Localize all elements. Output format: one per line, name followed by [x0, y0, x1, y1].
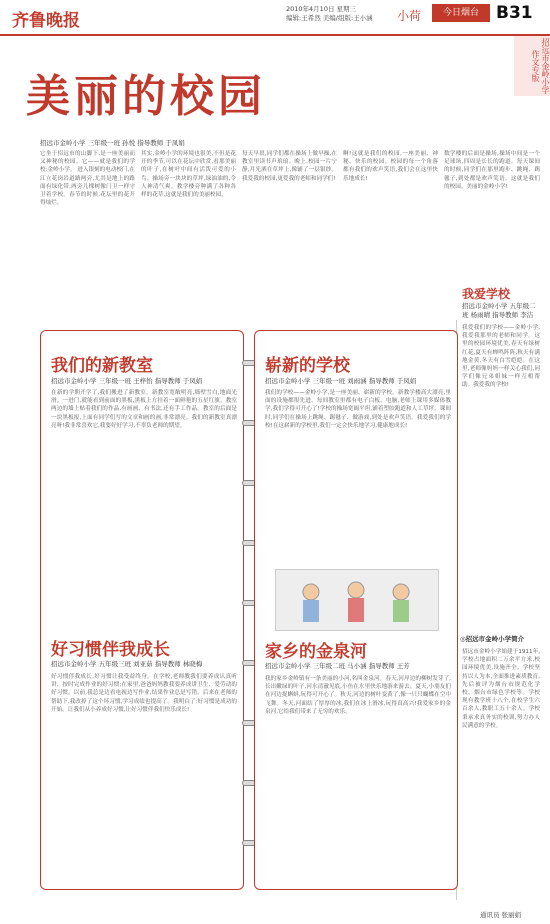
article-title-hometown: 家乡的金泉河	[265, 642, 367, 662]
article-title-classroom: 我们的新教室	[51, 356, 153, 376]
notebook-frame	[40, 330, 458, 888]
article-text-classroom: 在新的学期开学了,我们搬进了新教室。新教室宽敞明亮,墙壁雪白,地面光滑。一进门,就能看到前面的黑板,黑板上方挂着一面鲜艳的五星红旗。教室两边的墙上贴着我们的作品,有画画、有书法,还有手工作品。教室的后面是一块黑板报,上面有同学们写的文章和画的画,非常漂亮。我们的新教室真漂亮呀!我非常喜欢它,我要好好学习,不辜负老师的期望。	[51, 390, 237, 429]
article-text-school: 我们的学校——金岭小学,是一座美丽、崭新的学校。新教学楼高大漂亮,里面的设施都很先进。每间教室里都有电子白板、电脑,老师上课用多媒体教学,我们学得可开心了!学校的操场宽阔平坦,铺着塑胶跑道和人工草坪。课间时,同学们在操场上跳绳、踢毽子、做游戏,到处是欢声笑语。我爱我们的学校!在这崭新的学校里,我们一定会快乐地学习,健康地成长!	[265, 390, 451, 429]
article-text-habits: 好习惯伴我成长,好习惯让我受益终身。在学校,老师教我们要养成认真听讲、按时完成作业的好习惯;在家里,爸爸妈妈教我要养成讲卫生、爱劳动的好习惯。以前,我总是边看电视边写作业,结果作业总是写错。后来在老师的帮助下,我改掉了这个坏习惯,学习成绩也提高了。我明白了:好习惯是成功的开始。让我们从小养成好习惯,让好习惯伴我们快乐成长!	[51, 674, 237, 713]
article-title-habits: 好习惯伴我成长	[51, 640, 170, 660]
article-text-hometown: 我的家乡金岭镇有一条美丽的小河,名叫金泉河。春天,河岸边的柳树发芽了,长出嫩绿的叶子,河水清澈见底,小鱼在水里快乐地游来游去。夏天,小朋友们在河边捉蝌蚪,玩得可开心了。秋天,河边的树叶变黄了,像一只只蝴蝶在空中飞舞。冬天,河面结了厚厚的冰,我们在冰上滑冰,玩得真高兴!我爱家乡的金泉河,它给我们带来了无穷的欢乐。	[265, 676, 451, 715]
corner-tag: 招远市金岭小学作文专版	[514, 36, 550, 96]
issue-date: 2010年4月10日 星期三	[286, 5, 357, 13]
newspaper-logo: 齐鲁晚报	[12, 11, 80, 31]
school-intro-title: ◎招远市金岭小学简介	[460, 635, 525, 643]
side-article-title: 我爱学校	[462, 287, 511, 301]
main-byline: 招远市金岭小学 三年级一班 孙悦 指导教师 于凤娟	[40, 139, 185, 147]
notebook-right-page	[254, 330, 458, 890]
notebook-spine	[242, 340, 254, 880]
page-number: B31	[496, 3, 533, 23]
main-article-col3: 每天早晨,同学们都在操场上做早操,在教室里读书声琅琅。晚上,校园一片宁静,月光洒在草坪上,像铺了一层银纱。我爱我的校园,更爱我的老师和同学们!	[242, 151, 337, 182]
side-article-byline: 招远市金岭小学 五年级二班 杨雨晴 指导教师 李洁	[462, 302, 536, 319]
right-column-text: 数学楼的后面是操场,操场中间是一个足球场,四周是长长的跑道。每天课间的时候,同学们在那里跑步、跳绳、踢毽子,到处都是欢声笑语。这就是我们的校园。美丽的金岭小学!	[444, 151, 540, 190]
article-byline-classroom: 招远市金岭小学 三年级一班 王梓怡 指导教师 于凤娟	[51, 377, 203, 385]
notebook-left-page	[40, 330, 244, 890]
school-intro-text: 招远市金岭小学始建于1911年,学校占地面积二万余平方米,校园环境优美,设施齐全。学校坚持以人为本,全面推进素质教育,先后被评为烟台市规范化学校、烟台市绿色学校等。学校现有教学班十八个,在校学生六百余人,教职工五十余人。学校秉承求真务实的校训,努力办人民满意的学校。	[462, 649, 540, 729]
header-meta	[286, 5, 398, 23]
page-title: 美丽的校园	[26, 71, 266, 122]
main-article-col2: 其实,金岭小学的环境也很美,不但是花开的季节,可以在花坛中欣赏,看那美丽的叶子,在树叶中间有活泼可爱的小鸟。操场旁一块块的草坪,绿油油的,令人神清气爽。教学楼旁种满了各种各样的花草,这就是我们的美丽校园。	[141, 151, 236, 199]
section-name: 小荷	[397, 9, 422, 23]
section-label: 今日烟台	[432, 4, 490, 22]
children-illustration	[276, 570, 438, 630]
article-title-school: 崭新的学校	[265, 356, 350, 376]
illustration-children	[275, 569, 439, 631]
article-byline-school: 招远市金岭小学 三年级一班 刘雨涵 指导教师 于凤娟	[265, 377, 417, 385]
side-article-text: 我爱我们的学校——金岭小学,我爱我那里的老师和同学。这里的校园环境优美,春天有绿树红花,夏天有蝉鸣阵阵,秋天有满地金黄,冬天有白雪皑皑。在这里,老师像妈妈一样关心我们,同学们像兄弟姐妹一样互相帮助。我爱我的学校!	[462, 325, 540, 389]
article-byline-habits: 招远市金岭小学 五年级三班 刘亚茹 指导教师 林晓梅	[51, 660, 203, 668]
page-header	[0, 0, 550, 36]
editor-credits: 编辑:王希然 美编/组版:王小涵	[286, 14, 373, 22]
correspondent-credit: 通讯员 张丽娟	[480, 911, 522, 919]
main-article-col1: 它坐于招远市的山脚下,是一座美丽而又神秘的校园。它——就是我们的学校:金岭小学。 进入银刻的电动校门,在江立花岗岩道路两旁,尤其是地上的路面有绿化带,两旁几棵树像门卫一样守卫着学校。春节的时候,花坛里的花开得灿烂。	[40, 151, 135, 207]
article-byline-hometown: 招远市金岭小学 三年级二班 马小涵 指导教师 王芳	[265, 662, 410, 670]
main-article-col4: 啊!这就是我们的校园,一座美丽、神秘、快乐的校园。校园的每一个角落都有我们的欢声笑语,我们会在这里快乐地成长!	[343, 151, 438, 182]
